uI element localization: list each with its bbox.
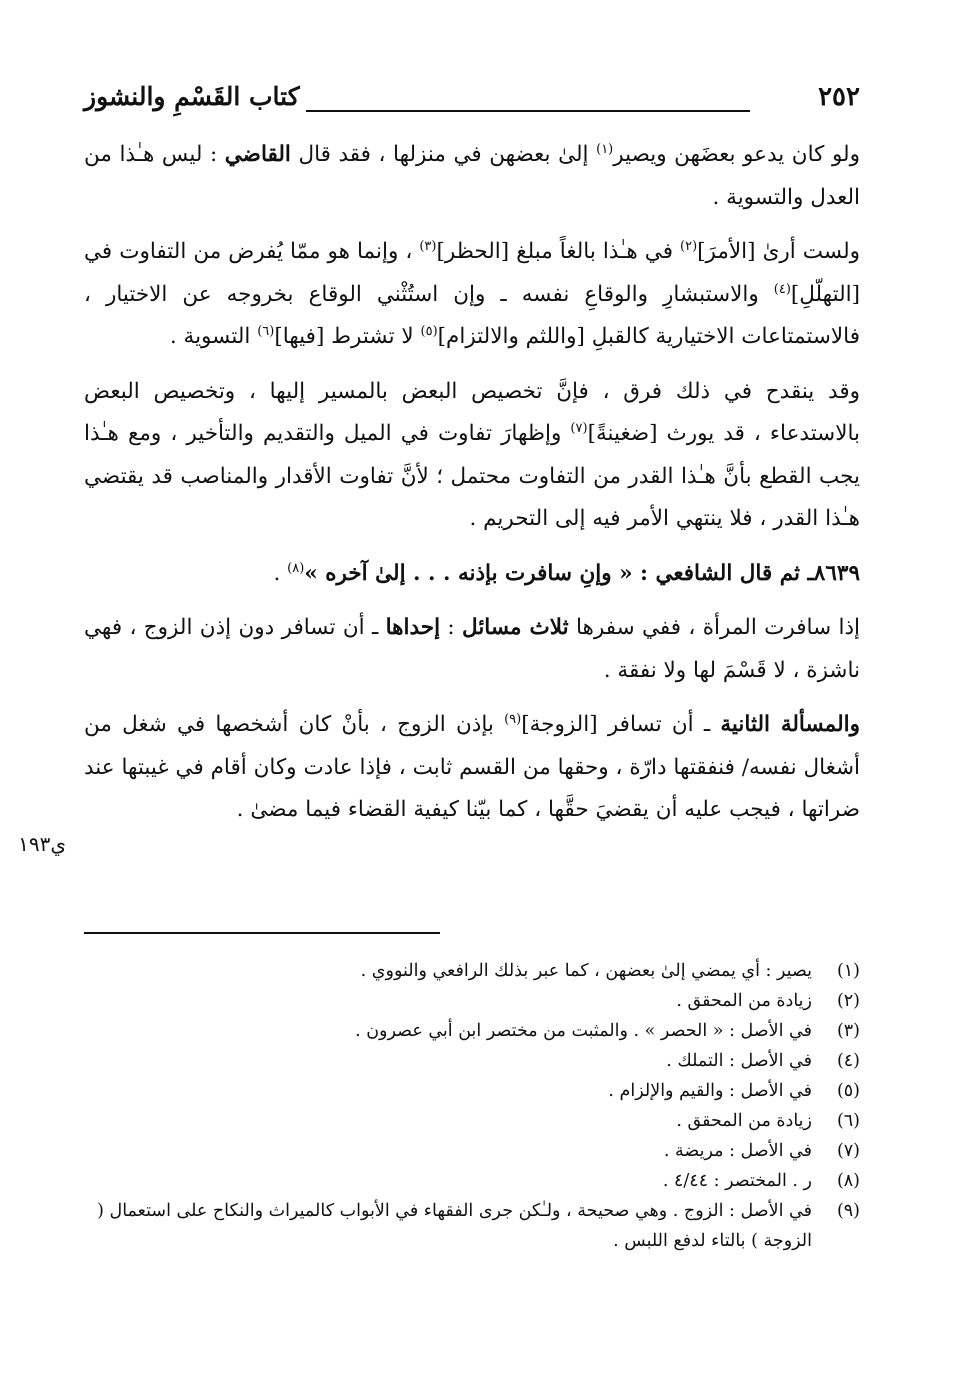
text-run: ـ أن تسافر [الزوجة] [521,712,721,737]
paragraph-1 [84,134,860,219]
footnote-ref-8[interactable]: (٨) [287,560,305,576]
paragraph-2 [84,231,860,359]
footnote-text: في الأصل : « الحصر » . والمثبت من مختصر ابن أبي عصرون . [355,1021,812,1041]
footnote-number: (٧) [836,1141,860,1161]
footnote-text: في الأصل : الزوج . وهي صحيحة ، ولـٰكن جرى الفقهاء في الأبواب كالميراث والنكاح على استعمال ( الزوجة ) بالتاء لدفع اللبس . [97,1201,812,1251]
footnote-ref-4[interactable]: (٤) [773,281,791,297]
footnote-item [84,1016,860,1046]
text-run: بإذن الزوج ، بأنْ كان أشخصها في شغل من أشغال نفسه/ فنفقتها دارّة ، وحقها من القسم ثابت ، فإذا عادت وكان أقام في غيبتها عند ضراتها ، فيجب عليه أن يقضيَ حقَّها ، كما بيّنا كيفية القضاء فيما مضىٰ . [84,712,860,822]
footnote-number: (١) [836,961,860,981]
footnote-number: (٩) [836,1201,860,1221]
text-run: ولو كان يدعو بعضَهن ويصير [613,142,860,167]
text-run: إلىٰ بعضهن في منزلها ، فقد قال [290,142,597,167]
margin-note: ي١٩٣ [18,832,66,856]
text-run: وإظهارَ تفاوت في الميل والتقديم والتأخير ، ومع هـٰذا يجب القطع بأنَّ هـٰذا القدر من التفاوت محتمل ؛ لأنَّ تفاوت الأقدار والمناصب قد يقتضي هـٰذا القدر ، فلا ينتهي الأمر فيه إلى التحريم . [84,421,860,531]
footnote-text: في الأصل : التملك . [666,1051,812,1071]
text-run: . [273,560,288,586]
page-number: ٢٥٢ [818,82,860,112]
text-run: ولست أرىٰ [الأمرَ] [697,239,861,264]
bold-term: ثلاث مسائل [462,615,569,640]
paragraph-3 [84,371,860,541]
footnote-ref-2[interactable]: (٢) [680,238,698,254]
footnote-ref-7[interactable]: (٧) [570,420,588,436]
footnote-rule [84,932,440,934]
footnote-ref-3[interactable]: (٣) [419,238,437,254]
text-run: ـ أن تسافر دون إذن الزوج ، فهي ناشزة ، لا قَسْمَ لها ولا نفقة . [84,615,860,683]
bold-term: إحداها [385,615,441,640]
text-run: : ليس هـٰذا من العدل والتسوية . [84,142,860,210]
footnote-item [84,1196,860,1256]
text-run: لا تشترط [فيها] [274,324,421,349]
section-heading: ٨٦٣٩ـ ثم قال الشافعي : « وإنِ سافرت بإذنه . . . إلىٰ آخره » [304,560,860,586]
footnote-item [84,1046,860,1076]
text-run: التسوية . [169,324,258,349]
footnote-item [84,1106,860,1136]
footnote-ref-1[interactable]: (١) [596,141,614,157]
footnote-item [84,956,860,986]
body-text [84,134,860,844]
bold-term: والمسألة الثانية [720,712,860,737]
footnote-text: ر . المختصر : ٤/٤٤ . [662,1171,812,1191]
footnote-text: في الأصل : مريضة . [663,1141,812,1161]
text-run: والاستبشارِ والوقاعِ نفسه ـ وإن استُثْني الوقاع بخروجه عن الاختيار ، فالاستمتاعات الاختيارية كالقبلِ [واللثم والالتزام] [84,281,860,349]
page-header [84,82,860,122]
text-run: ، وإنما هو ممّا يُفرض من التفاوت في [التهلّلِ] [84,239,860,307]
footnote-item [84,986,860,1016]
footnote-ref-5[interactable]: (٥) [420,323,438,339]
footnote-text: يصير : أي يمضي إلىٰ بعضهن ، كما عبر بذلك الرافعي والنووي . [360,961,812,981]
footnote-number: (٨) [836,1171,860,1191]
footnote-number: (٤) [836,1051,860,1071]
paragraph-4-heading [84,553,860,596]
footnote-number: (٦) [836,1111,860,1131]
footnote-ref-6[interactable]: (٦) [257,323,275,339]
text-run: إذا سافرت المرأة ، ففي سفرها [568,615,860,640]
footnote-number: (٥) [836,1081,860,1101]
footnote-text: في الأصل : والقيم والإلزام . [608,1081,812,1101]
footnote-item [84,1136,860,1166]
footnote-item [84,1166,860,1196]
paragraph-5 [84,607,860,692]
text-run: وقد ينقدح في ذلك فرق ، فإنَّ تخصيص البعض بالمسير إليها ، وتخصيص البعض بالاستدعاء ، قد يورث [ضغينةً] [84,378,860,446]
footnote-item [84,1076,860,1106]
footnote-number: (٣) [836,1021,860,1041]
text-run: في هـٰذا بالغاً مبلغ [الحظر] [436,239,680,264]
footnote-number: (٢) [836,991,860,1011]
footnotes-list [84,956,860,1256]
footnote-ref-9[interactable]: (٩) [504,711,522,727]
footnote-text: زيادة من المحقق . [676,991,812,1011]
text-run: : [440,615,463,640]
footnote-text: زيادة من المحقق . [676,1111,812,1131]
header-rule [306,110,750,112]
bold-term: القاضي [224,142,291,167]
chapter-title: كتاب القَسْمِ والنشوز [84,82,300,111]
paragraph-6 [84,704,860,832]
